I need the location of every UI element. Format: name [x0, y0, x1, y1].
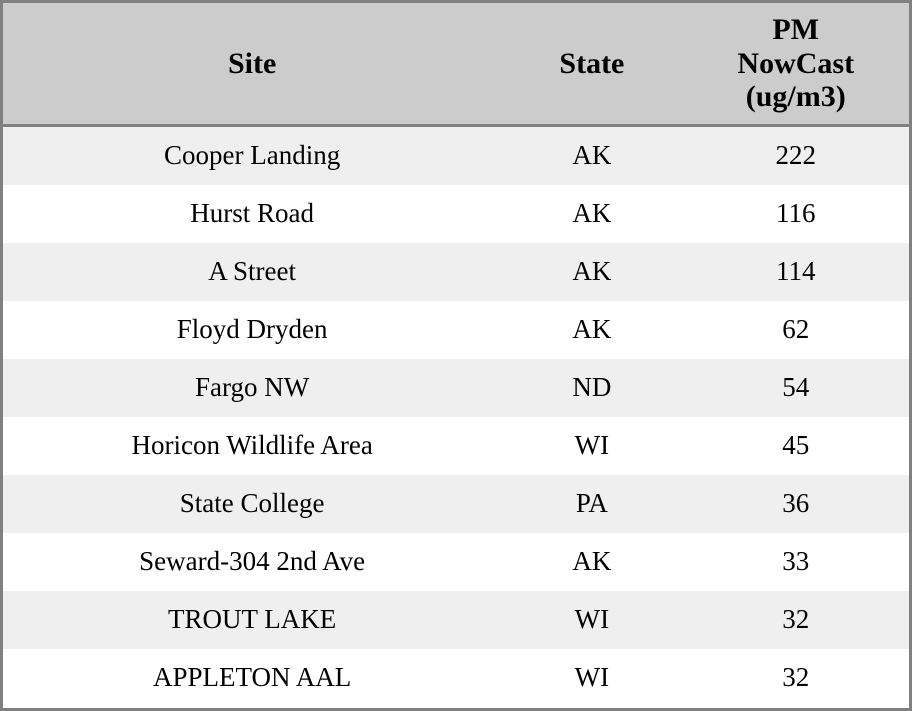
cell-site: Hurst Road	[3, 185, 501, 243]
cell-value: 45	[682, 417, 909, 475]
table-row	[3, 359, 909, 417]
cell-state: AK	[501, 125, 682, 185]
table-body	[3, 125, 909, 707]
table-row	[3, 649, 909, 707]
cell-value: 32	[682, 591, 909, 649]
cell-state: AK	[501, 243, 682, 301]
cell-site: State College	[3, 475, 501, 533]
table-row	[3, 185, 909, 243]
column-header-pm-nowcast-line1: PM	[772, 13, 820, 46]
table-row	[3, 125, 909, 185]
cell-site: TROUT LAKE	[3, 591, 501, 649]
cell-site: Cooper Landing	[3, 125, 501, 185]
table-row	[3, 301, 909, 359]
column-header-pm-nowcast	[682, 3, 909, 125]
cell-value: 54	[682, 359, 909, 417]
cell-site: Horicon Wildlife Area	[3, 417, 501, 475]
table-row	[3, 591, 909, 649]
table-row	[3, 533, 909, 591]
cell-state: PA	[501, 475, 682, 533]
cell-state: AK	[501, 185, 682, 243]
cell-site: Fargo NW	[3, 359, 501, 417]
cell-value: 33	[682, 533, 909, 591]
cell-state: WI	[501, 417, 682, 475]
cell-site: Floyd Dryden	[3, 301, 501, 359]
cell-state: AK	[501, 533, 682, 591]
table-header	[3, 3, 909, 125]
cell-value: 114	[682, 243, 909, 301]
column-header-site: Site	[3, 3, 501, 125]
cell-state: AK	[501, 301, 682, 359]
cell-state: ND	[501, 359, 682, 417]
column-header-pm-nowcast-line3: (ug/m3)	[745, 80, 846, 114]
table-row	[3, 475, 909, 533]
table-row	[3, 417, 909, 475]
cell-state: WI	[501, 649, 682, 707]
cell-value: 222	[682, 125, 909, 185]
table-row	[3, 243, 909, 301]
cell-value: 116	[682, 185, 909, 243]
cell-value: 62	[682, 301, 909, 359]
cell-site: APPLETON AAL	[3, 649, 501, 707]
table-header-row	[3, 3, 909, 125]
air-quality-table	[3, 3, 909, 707]
cell-site: A Street	[3, 243, 501, 301]
column-header-pm-nowcast-line2: NowCast	[737, 46, 855, 80]
column-header-state: State	[501, 3, 682, 125]
cell-state: WI	[501, 591, 682, 649]
cell-value: 32	[682, 649, 909, 707]
cell-site: Seward-304 2nd Ave	[3, 533, 501, 591]
cell-value: 36	[682, 475, 909, 533]
